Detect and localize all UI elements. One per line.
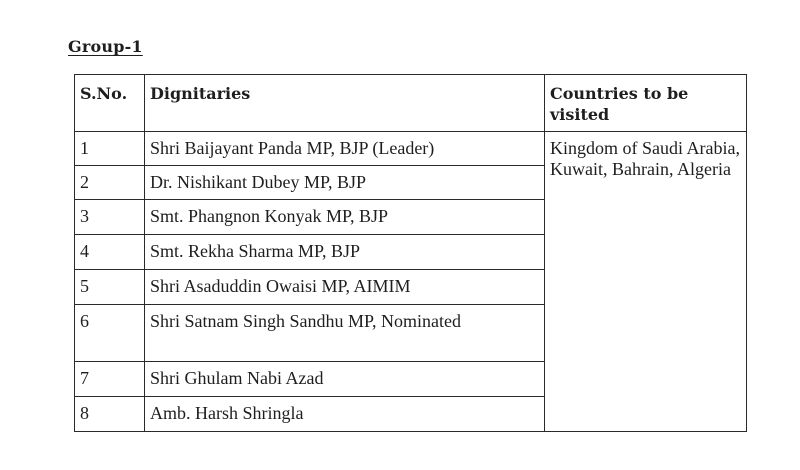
header-sno: S.No. <box>75 75 145 132</box>
row-dignitary: Dr. Nishikant Dubey MP, BJP <box>145 166 545 200</box>
row-sno: 7 <box>75 362 145 397</box>
row-dignitary: Smt. Phangnon Konyak MP, BJP <box>145 200 545 235</box>
dignitaries-table <box>74 74 747 432</box>
row-sno: 8 <box>75 397 145 432</box>
table-header-row <box>75 75 747 132</box>
row-dignitary: Shri Asaduddin Owaisi MP, AIMIM <box>145 270 545 305</box>
row-sno: 2 <box>75 166 145 200</box>
row-dignitary: Shri Baijayant Panda MP, BJP (Leader) <box>145 132 545 166</box>
row-sno: 5 <box>75 270 145 305</box>
row-sno: 6 <box>75 305 145 362</box>
row-dignitary: Shri Ghulam Nabi Azad <box>145 362 545 397</box>
table-row <box>75 132 747 166</box>
header-countries: Countries to be visited <box>545 75 747 132</box>
header-dignitaries: Dignitaries <box>145 75 545 132</box>
row-dignitary: Smt. Rekha Sharma MP, BJP <box>145 235 545 270</box>
row-sno: 1 <box>75 132 145 166</box>
row-dignitary: Shri Satnam Singh Sandhu MP, Nominated <box>145 305 545 362</box>
row-sno: 4 <box>75 235 145 270</box>
row-dignitary: Amb. Harsh Shringla <box>145 397 545 432</box>
countries-cell: Kingdom of Saudi Arabia, Kuwait, Bahrain, Algeria <box>545 132 747 432</box>
group-heading: Group-1 <box>68 37 143 56</box>
row-sno: 3 <box>75 200 145 235</box>
